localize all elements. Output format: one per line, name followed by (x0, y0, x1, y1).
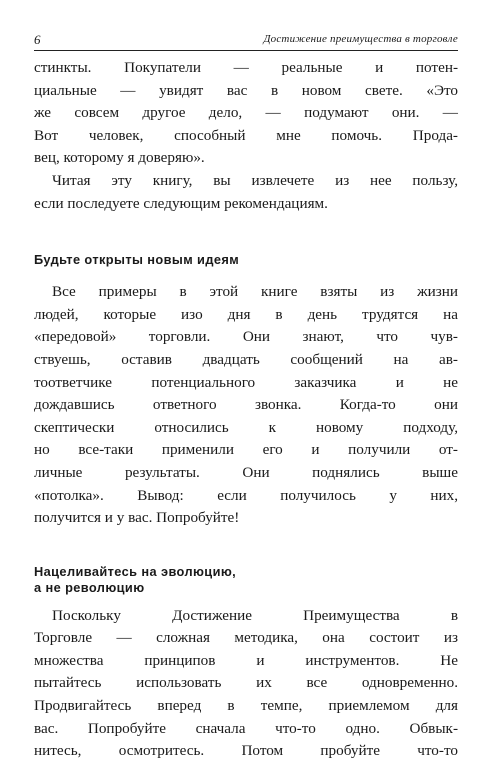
paragraph-3 (34, 281, 458, 530)
text-line: личные результаты. Они поднялись выше (34, 463, 458, 481)
running-title: Достижение преимущества в торговле (263, 33, 458, 45)
text-line: вец, которому я доверяю». (34, 149, 205, 167)
paragraph-2 (34, 170, 458, 215)
text-line: пытайтесь использовать их все одновременно. (34, 674, 458, 692)
section-heading-1: Будьте открыты новым идеям (34, 252, 240, 268)
text-line: людей, которые изо дня в день трудятся на (34, 305, 458, 323)
text-line: стинкты. Покупатели — реальные и потен- (34, 59, 458, 76)
page-number: 6 (34, 32, 41, 47)
text-line: если последуете следующим рекомендациям. (34, 194, 328, 212)
text-line: тоответчике потенциального заказчика и не (34, 373, 458, 391)
text-line: дождавшись ответного звонка. Когда-то они (34, 396, 458, 414)
text-line: же совсем другое дело, — подумают они. — (34, 104, 458, 122)
text-line: ствуешь, оставив двадцать сообщений на ав- (34, 350, 458, 368)
text-line: Поскольку Достижение Преимущества в (52, 606, 458, 624)
text-line: Продвигайтесь вперед в темпе, приемлемом для (34, 697, 458, 715)
text-line: Торговле — сложная методика, она состоит из (34, 629, 458, 647)
paragraph-4 (34, 605, 458, 763)
text-line: циальные — увидят вас в новом свете. «Это (34, 81, 458, 99)
running-header (34, 32, 458, 51)
text-line: Читая эту книгу, вы извлечете из нее пользу, (52, 171, 458, 189)
text-line: но все-таки применили его и получили от- (34, 441, 458, 459)
section-heading-2 (34, 564, 458, 596)
paragraph-1 (34, 57, 458, 170)
text-line: Вот человек, способный мне помочь. Прода- (34, 126, 458, 144)
text-line: нитесь, осмотритесь. Потом пробуйте что-то (34, 742, 458, 760)
text-line: получится и у вас. Попробуйте! (34, 509, 240, 527)
text-line: «передовой» торговли. Они знают, что чув- (34, 328, 458, 346)
text-line: Все примеры в этой книге взяты из жизни (52, 283, 458, 301)
text-line: «потолка». Вывод: если получилось у них, (34, 486, 458, 504)
text-line: вас. Попробуйте сначала что-то одно. Обвык- (34, 719, 458, 737)
section-heading-line: Нацеливайтесь на эволюцию, (34, 563, 237, 579)
text-line: множества принципов и инструментов. Не (34, 651, 458, 669)
section-heading-line: а не революцию (34, 579, 145, 595)
text-line: скептически относились к новому подходу, (34, 418, 458, 436)
page-body (34, 57, 458, 763)
